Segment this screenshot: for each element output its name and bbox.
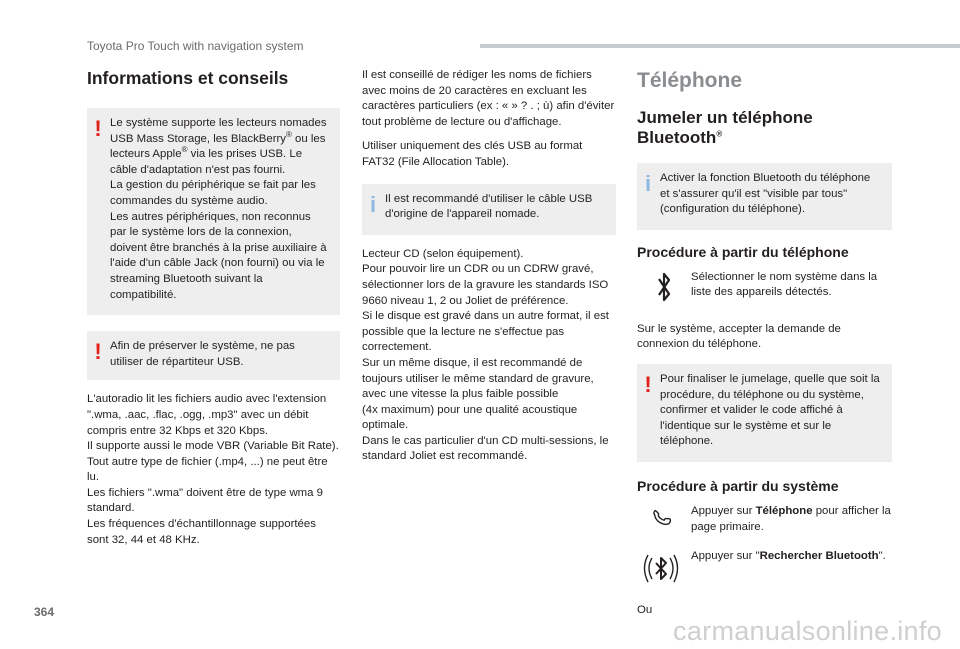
paragraph: Les fréquences d'échantillonnage supportées sont 32, 44 et 48 KHz.: [87, 518, 316, 546]
paragraph: Si le disque est gravé dans un autre format, il est possible que la lecture ne s'effectue pas correctement.: [362, 310, 609, 354]
procedure-heading: Procédure à partir du système: [637, 477, 839, 494]
paragraph: Sur un même disque, il est recommandé de toujours utiliser le même standard de gravure, avec une vitesse la plus faible possible: [362, 356, 594, 401]
warning-icon: !: [94, 339, 102, 365]
warning-box-splitter: [87, 331, 340, 380]
paragraph: Pour pouvoir lire un CDR ou un CDRW gravé, sélectionner lors de la gravure les standards ISO 9660 niveau 1, 2 ou Joliet de préférence.: [362, 263, 609, 307]
warning-text: Le système supporte les lecteurs nomades USB Mass Storage, les BlackBerry® ou les lecteurs Apple® via les prises USB. Le câble d'adaptation n'est pas fourni.: [110, 117, 327, 176]
info-box-bluetooth: [637, 163, 892, 230]
running-header: Toyota Pro Touch with navigation system: [87, 39, 304, 53]
procedure-step: [637, 504, 892, 548]
step-text: Sélectionner le nom système dans la liste des appareils détectés.: [691, 270, 878, 299]
subsection-heading: Jumeler un téléphone Bluetooth®: [637, 108, 813, 147]
column-middle: [362, 68, 616, 465]
body-text: [87, 392, 340, 548]
paragraph: Lecteur CD (selon équipement).: [362, 247, 524, 260]
paragraph: Il supporte aussi le mode VBR (Variable Bit Rate).: [87, 440, 339, 453]
info-box-usb-cable: [362, 184, 616, 235]
paragraph: Dans le cas particulier d'un CD multi-sessions, le standard Joliet est recommandé.: [362, 434, 609, 463]
section-title: Téléphone: [637, 69, 743, 92]
paragraph: (4x maximum) pour une qualité acoustique optimale.: [362, 403, 578, 432]
paragraph: Tout autre type de fichier (.mp4, ...) ne peut être lu.: [87, 455, 328, 484]
info-icon: i: [644, 171, 652, 196]
paragraph: L'autoradio lit les fichiers audio avec l'extension ".wma, .aac, .flac, .ogg, .mp3" avec un débit compris entre 32 Kbps et 320 Kbps.: [87, 393, 327, 437]
warning-box-pairing: [637, 364, 892, 462]
watermark: carmanualsonline.info: [673, 616, 942, 646]
step-text: Appuyer sur "Rechercher Bluetooth".: [691, 549, 886, 562]
warning-box-usb: [87, 108, 340, 315]
paragraph: Il est conseillé de rédiger les noms de fichiers avec moins de 20 caractères en excluant les caractères particuliers (ex : « » ? . ; ù) afin d'éviter tout problème de lecture ou d'affichage.: [362, 69, 615, 128]
step-text: Appuyer sur Téléphone pour afficher la page primaire.: [691, 504, 891, 533]
warning-icon: !: [94, 116, 102, 141]
body-text: [362, 247, 616, 465]
page-number: 364: [34, 605, 55, 619]
info-text: Activer la fonction Bluetooth du téléphone et s'assurer qu'il est "visible par tous" (configuration du téléphone).: [660, 172, 871, 216]
bluetooth-search-icon: [637, 549, 691, 593]
header-bar: [480, 44, 960, 48]
warning-text: Les autres périphériques, non reconnus par le système lors de la connexion, doivent être branchés à la prise auxiliaire à l'aide d'un câble Jack (non fourni) ou via le streaming Bluetooth suivant la compatibilité.: [110, 210, 327, 301]
paragraph: Utiliser uniquement des clés USB au format FAT32 (File Allocation Table).: [362, 140, 583, 168]
phone-icon: [637, 504, 691, 548]
column-right: [637, 68, 892, 619]
warning-text: La gestion du périphérique se fait par les commandes du système audio.: [110, 179, 316, 207]
info-icon: i: [369, 191, 377, 217]
paragraph: Sur le système, accepter la demande de connexion du téléphone.: [637, 322, 841, 351]
warning-text: Pour finaliser le jumelage, quelle que soit la procédure, du téléphone ou du système, confirmer et valider le code affiché à l'identique sur le système et sur le téléphone.: [660, 372, 880, 448]
procedure-step: [637, 549, 892, 593]
column-left: [87, 68, 340, 548]
info-text: Il est recommandé d'utiliser le câble USB d'origine de l'appareil nomade.: [385, 192, 593, 221]
warning-icon: !: [644, 371, 652, 397]
warning-text: Afin de préserver le système, ne pas utiliser de répartiteur USB.: [110, 340, 295, 368]
or-text: Ou: [637, 603, 653, 616]
procedure-heading: Procédure à partir du téléphone: [637, 243, 849, 260]
paragraph: Les fichiers ".wma" doivent être de type wma 9 standard.: [87, 486, 324, 515]
procedure-step: [637, 270, 892, 314]
section-heading: Informations et conseils: [87, 68, 289, 88]
bluetooth-icon: [637, 270, 691, 314]
